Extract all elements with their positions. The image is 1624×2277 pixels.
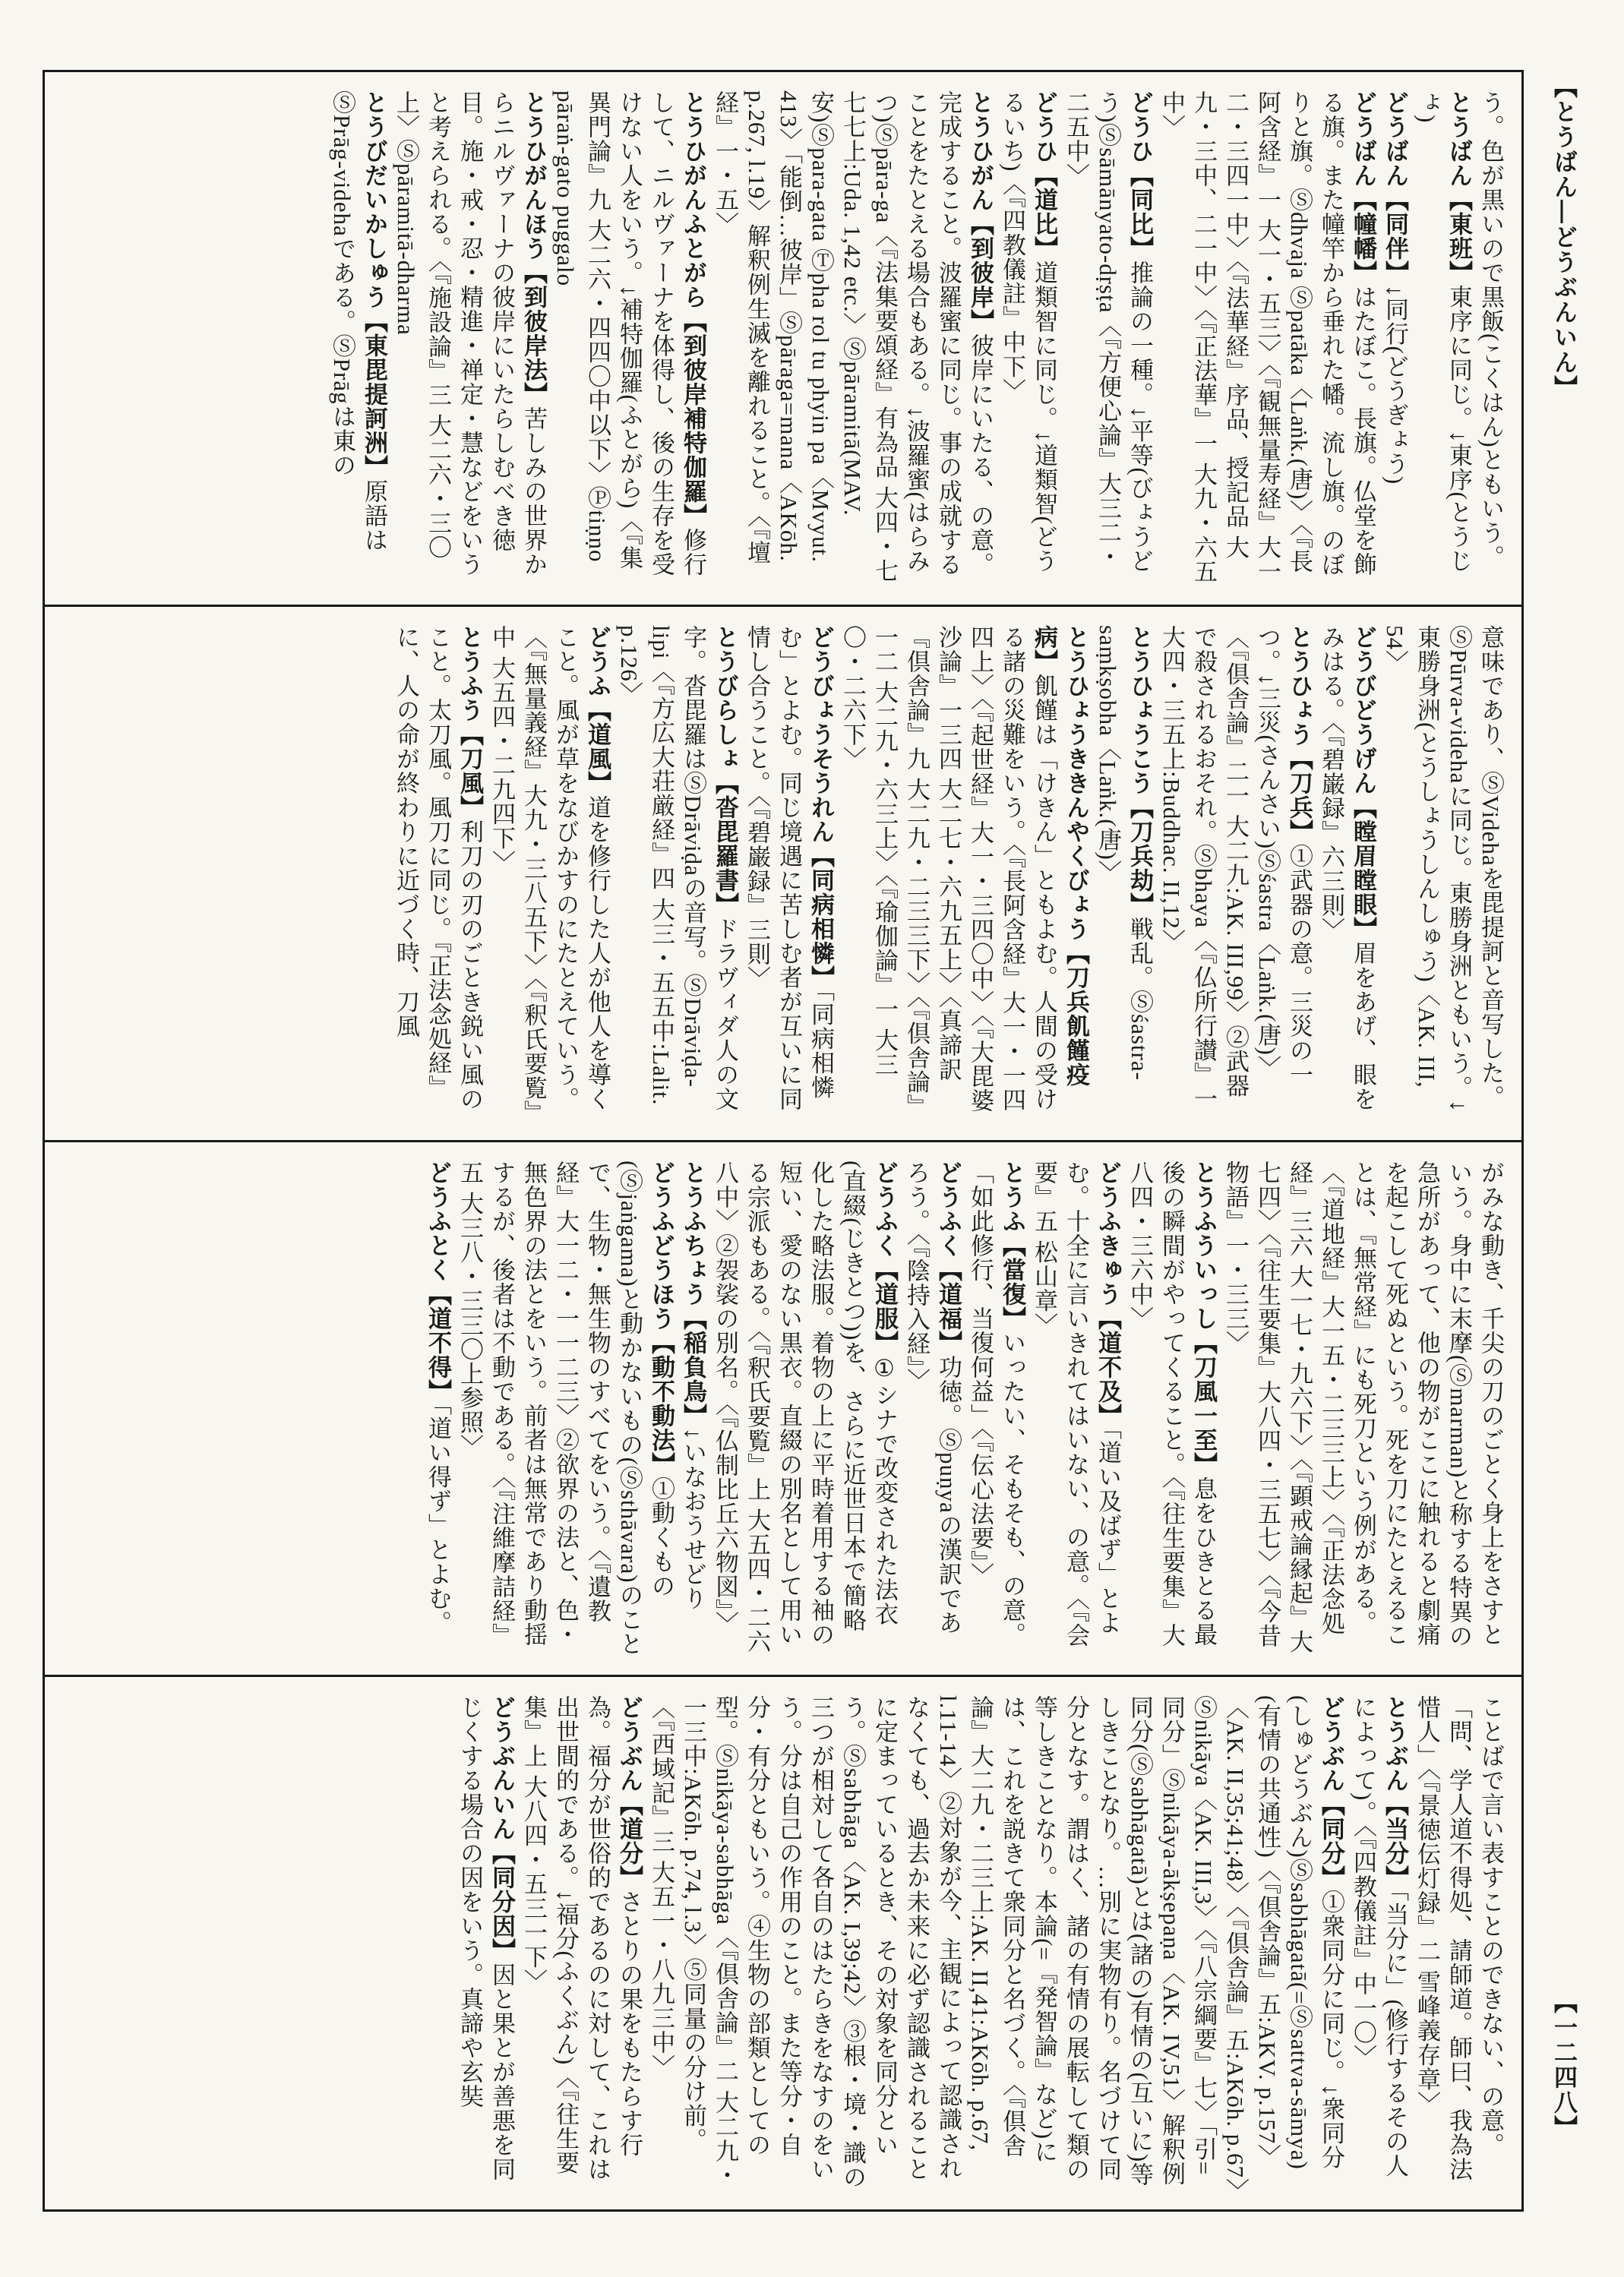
dictionary-entry: どうぶんいん【同分因】因と果とが善悪を同じくする場合の因をいう。真諦や玄奘 <box>457 1694 515 2181</box>
entry-headword: とうふう【刀風】 <box>457 625 483 820</box>
entry-headword: どうふどうほう【動不動法】 <box>648 1160 675 1476</box>
entry-headword: どうひ【道比】 <box>1031 90 1057 261</box>
dictionary-entry: とうふう【刀風】利刀の刃のごとき鋭い風のこと。太刀風。風刀に同じ。『正法念処経』に、人の命が終わりに近づく時、刀風 <box>393 625 483 1112</box>
entry-headword: どうぶん【同分】 <box>1318 1694 1344 1890</box>
dictionary-entry: とうばん【東班】東序に同じ。↓東序(とうじょ) <box>1414 90 1472 573</box>
entry-headword: とうふ【當復】 <box>999 1160 1025 1331</box>
entry-headword: どうふとく【道不得】 <box>425 1160 451 1404</box>
dictionary-entry: とうひょう【刀兵】①武器の意。三災の一つ。↓三災(さんさい)Ⓢśastra〈Laṅk.(唐)〉〈『倶舎論』二一 大二九:AK. III,99〉②武器で殺されるおそれ。Ⓢbhaya〈『仏所行讃』一 大四・三五上:Buddhac. II,12〉 <box>1158 625 1313 1111</box>
entry-headword: どうばん【幢幡】 <box>1350 90 1376 285</box>
dictionary-entry: どうふく【道服】①シナで改変された法衣(直綴(じきとつ))を、さらに近世日本で簡略化した略法服。着物の上に平時着用する袖の短い、愛のない黒衣。直綴の別名として用いる宗派もある。〈『釈氏要覧』上 大五四・二六八中〉②袈裟の別名。〈『仏制比丘六物図』〉 <box>712 1160 898 1654</box>
entry-headword: どうひ【同比】 <box>1126 90 1153 261</box>
dictionary-entry: どうびょうそうれん【同病相憐】「同病相憐む」とよむ。同じ境遇に苦しむ者が互いに同情し合うこと。〈『碧巌録』三則〉 <box>744 625 834 1112</box>
entry-headword: とうばん【東班】 <box>1445 90 1472 285</box>
band-row-1 <box>45 72 1521 607</box>
band-row-4 <box>45 1677 1521 2209</box>
dictionary-entry: がみな動き、千尖の刀のごとく身上をさすという。身中に末摩(Ⓢmarman)と称する特異の急所があって、他の物がここに触れると劇痛を起こして死ぬという。死を刀にたとえることは、『無常経』にも死刀という例がある。〈『道地経』大一五・二三三上〉〈『正法念処経』三六 大一七・九六下〉〈『顕戒論縁起』大七四〉〈『往生要集』大八四・三五七〉〈『今昔物語』一・三三〉 <box>1222 1160 1504 1654</box>
dictionary-entry: とうふ【當復】いったい、そもそも、の意。「如此修行、当復何益」〈『伝心法要』〉 <box>967 1160 1025 1647</box>
band-4 <box>60 1695 1506 2191</box>
entry-headword: とうびだいかしゅう【東毘提訶洲】 <box>361 90 387 479</box>
entry-headword: どうぶんいん【同分因】 <box>488 1694 515 1963</box>
dictionary-entry: どうばん【同伴】↓同行(どうぎょう) <box>1382 90 1408 485</box>
dictionary-entry: ことばで言い表すことのできない、の意。「問、学人道不得処、請師道。師曰、我為法惜人」〈『景徳伝灯録』二 雪峰義存章〉 <box>1414 1694 1504 2181</box>
entry-headword: どうふく【道服】 <box>871 1160 898 1355</box>
dictionary-entry: どうふきゅう【道不及】「道い及ばず」とよむ。十全に言いきれてはいない、の意。〈『会要』五 松山章〉 <box>1031 1160 1121 1647</box>
dictionary-entry: とうひがん【到彼岸】彼岸にいたる、の意。完成すること。波羅蜜に同じ。事の成就することをたとえる場合もある。↓波羅蜜(はらみつ)Ⓢpāra-ga〈『法集要頌経』有為品 大四・七七七上:Uda. 1,42 etc.〉Ⓢpāramitā(MAV. 安)Ⓢpara-gata Ⓣpha rol tu phyin pa〈Mvyut. 413〉「能倒…彼岸」Ⓢpāraga=mana〈AKōh. p.267, l.19〉解釈例生滅を離れること。〈『壇経』一・五〉 <box>712 90 994 583</box>
dictionary-entry: 意味であり、ⓈVidehaを毘提訶と音写した。ⓈPūrva-videhaに同じ。東勝身洲ともいう。↓東勝身洲(とうしょうしんしゅう)〈AK. III, 54〉 <box>1382 625 1504 1113</box>
band-row-2 <box>45 607 1521 1142</box>
dictionary-entry: どうふく【道福】功徳。Ⓢpuṇyaの漢訳であろう。〈『陰持入経』〉 <box>903 1160 962 1635</box>
entry-headword: どうふきゅう【道不及】 <box>1095 1160 1121 1428</box>
entry-headword: どうばん【同伴】 <box>1382 90 1408 285</box>
band-2 <box>60 625 1506 1121</box>
entry-headword: とうびらしょ【沓毘羅書】 <box>712 625 738 917</box>
dictionary-entry: どうびどうげん【瞠眉瞠眼】眉をあげ、眼をみはる。〈『碧巌録』六三則〉 <box>1318 625 1376 1112</box>
dictionary-entry: とうひがんほう【到彼岸法】苦しみの世界からニルヴァーナの彼岸にいたらしむべき徳目。施・戒・忍・精進・禅定・慧などをいうと考えられる。〈『施設論』三 大二六・三〇上〉Ⓢpāramitā-dharma <box>393 90 547 576</box>
page-frame <box>43 70 1524 2212</box>
dictionary-entry: とうびらしょ【沓毘羅書】ドラヴィダ人の文字。沓毘羅はⓈDrāviḍaの音写。ⓈDrāviḍa-lipi〈『方広大荘厳経』四 大三・五五中:Lalit. p.126〉 <box>616 625 738 1112</box>
band-3 <box>60 1161 1506 1656</box>
dictionary-entry: どうぶん【道分】さとりの果をもたらす行為。福分が世俗的であるのに対して、これは出世間的である。↓福分(ふくぶん)〈『往生要集』上 大八四・五三一下〉 <box>520 1694 643 2181</box>
entry-headword: どうふく【道福】 <box>935 1160 962 1355</box>
dictionary-entry: う。色が黒いので黒飯(こくはん)ともいう。 <box>1477 90 1504 570</box>
running-head: 【とうばん―どうぶんいん】 <box>1550 74 1577 400</box>
entry-headword: とうひょうききんやくびょう【刀兵飢饉疫病】 <box>1031 625 1089 1088</box>
dictionary-entry: とうひょうききんやくびょう【刀兵飢饉疫病】飢饉は「けきん」ともよむ。人間の受ける諸の災難をいう。〈『長阿含経』大一・一四四上〉〈『起世経』大一・三四〇中〉〈『大毘婆沙論』一三四 大二七・六九五上〉〈真諦訳『倶舎論』九 大二九・二三三下〉〈『倶舎論』一二 大二九・六三上〉〈『瑜伽論』一 大三〇・二六下〉 <box>839 625 1089 1119</box>
dictionary-entry: とうぶん【当分】「当分に」(修行するその人によって)。〈『四教儀註』中一〇〉 <box>1350 1694 1408 2178</box>
dictionary-entry: どうふ【道風】道を修行した人が他人を導くこと。風が草をなびかすのにたとえていう。〈『無量義経』大九・三八五下〉〈『釈氏要覧』中 大五四・二九四下〉 <box>488 625 611 1113</box>
entry-headword: どうぶん【道分】 <box>616 1694 643 1890</box>
entry-headword: とうふちょう【稲負鳥】 <box>680 1160 706 1428</box>
dictionary-entry: とうふちょう【稲負鳥】↓いなおうせどり <box>680 1160 706 1610</box>
entry-headword: とうひがんふとがら【到彼岸補特伽羅】 <box>680 90 706 528</box>
dictionary-entry: どうばん【幢幡】はたぼこ。長旗。仏堂を飾る旗。また幢竿から垂れた幡。流し旗。のぼりと旗。Ⓢdhvaja Ⓢpatāka〈Laṅk.(唐)〉〈『長阿含経』一 大一・五三〉〈『観無量寿経』大一二・三四一中〉〈『法華経』序品、授記品 大九・三中、二一中〉〈『正法華』一 大九・六五中〉 <box>1158 90 1376 584</box>
entry-headword: とうひょう【刀兵】 <box>1286 625 1313 845</box>
dictionary-entry: どうふどうほう【動不動法】①動くもの(Ⓢjaṅgama)と動かないもの(Ⓢsthāvara)のことで、生物・無生物のすべてをいう。〈『遺教経』大一二・一一二三〉②欲界の法と、色・無色界の法とをいう。前者は無常であり動揺するが、後者は不動である。〈『注維摩詰経』五 大三八・三三〇上参照〉 <box>457 1160 675 1656</box>
entry-headword: とうぶん【当分】 <box>1382 1694 1408 1890</box>
entry-headword: どうびょうそうれん【同病相憐】 <box>807 625 834 990</box>
dictionary-entry: とうふういっし【刀風一至】息をひきとる最後の瞬間がやってくること。〈『往生要集』大八四・三六中〉 <box>1126 1160 1217 1647</box>
band-1 <box>60 90 1506 586</box>
entry-headword: とうひょうこう【刀兵劫】 <box>1126 625 1153 917</box>
dictionary-entry: とうびだいかしゅう【東毘提訶洲】原語はⓈPrāg-videhaである。ⓈPrāgは東の <box>329 90 387 552</box>
entry-headword: どうふ【道風】 <box>584 625 611 796</box>
dictionary-entry: とうひょうこう【刀兵劫】戦乱。Ⓢśastra-saṃkṣobha〈Laṅk.(唐)〉 <box>1095 625 1153 1082</box>
band-row-3 <box>45 1142 1521 1677</box>
dictionary-entry: どうふとく【道不得】「道い得ず」とよむ。 <box>425 1160 451 1634</box>
dictionary-entry: どうぶん【同分】①衆同分に同じ。↓衆同分(しゅどうぶん)Ⓢsabhāgatā(=Ⓢsattva-sāmya)(有情の共通性)〈『倶舎論』五:AKV. p.157〉〈AK. II,35;41;48〉〈『倶舎論』五:AKōh. p.67〉Ⓢnikāya〈AK. III,3〉〈『八宗綱要』七〉「引=同分」Ⓢnikāya-ākṣepaṇa〈AK. IV,51〉解釈例同分(Ⓢsabhāgatā)とは(諸の)有情の(互いに)等しきことなり。…別に実物有り。名づけて同分となす。謂はく、諸の有情の展転して類の等しきことなり。本論(=『発智論』など)には、これを説きて衆同分と名づく。〈『倶舎論』大二九・二三上:AK. II,41:AKōh. p.67, l.11-14〉②対象が今、主観によって認識されなくても、過去か未来に必ず認識されることに定まっているとき、その対象を同分という。Ⓢsabhāga〈AK. I,39;42〉③根・境・識の三つが相対して各自のはたらきをなすのをいう。分は自己の作用のこと。また等分・自分・有分ともいう。④生物の部類としての型。Ⓢnikāya-sabhāga〈『倶舎論』二 大二九・一三中:AKōh. p.74, l.3〉⑤同量の分け前。〈『西域記』三 大五一・八九三中〉 <box>648 1694 1344 2191</box>
dictionary-entry: とうひがんふとがら【到彼岸補特伽羅】修行して、ニルヴァーナを体得し、後の生存を受けない人をいう。↓補特伽羅(ふとがら)〈『集異門論』九 大二六・四四〇中以下〉Ⓟtiṇṇo pāraṅ-gato puggalo <box>552 90 706 576</box>
entry-headword: とうふういっし【刀風一至】 <box>1190 1160 1217 1476</box>
entry-headword: とうひがん【到彼岸】 <box>967 90 994 333</box>
entry-headword: とうひがんほう【到彼岸法】 <box>520 90 547 406</box>
dictionary-entry: どうひ【同比】推論の一種。↓平等(びょうどう)Ⓢsāmānyato-dṛṣṭa〈『方便心論』大三二・二五中〉 <box>1063 90 1153 573</box>
entry-headword: どうびどうげん【瞠眉瞠眼】 <box>1350 625 1376 942</box>
page-number: 【一二四八】 <box>1550 1990 1577 2140</box>
dictionary-entry: どうひ【道比】道類智に同じ。↓道類智(どうるいち)〈『四教儀註』中下〉 <box>999 90 1057 573</box>
